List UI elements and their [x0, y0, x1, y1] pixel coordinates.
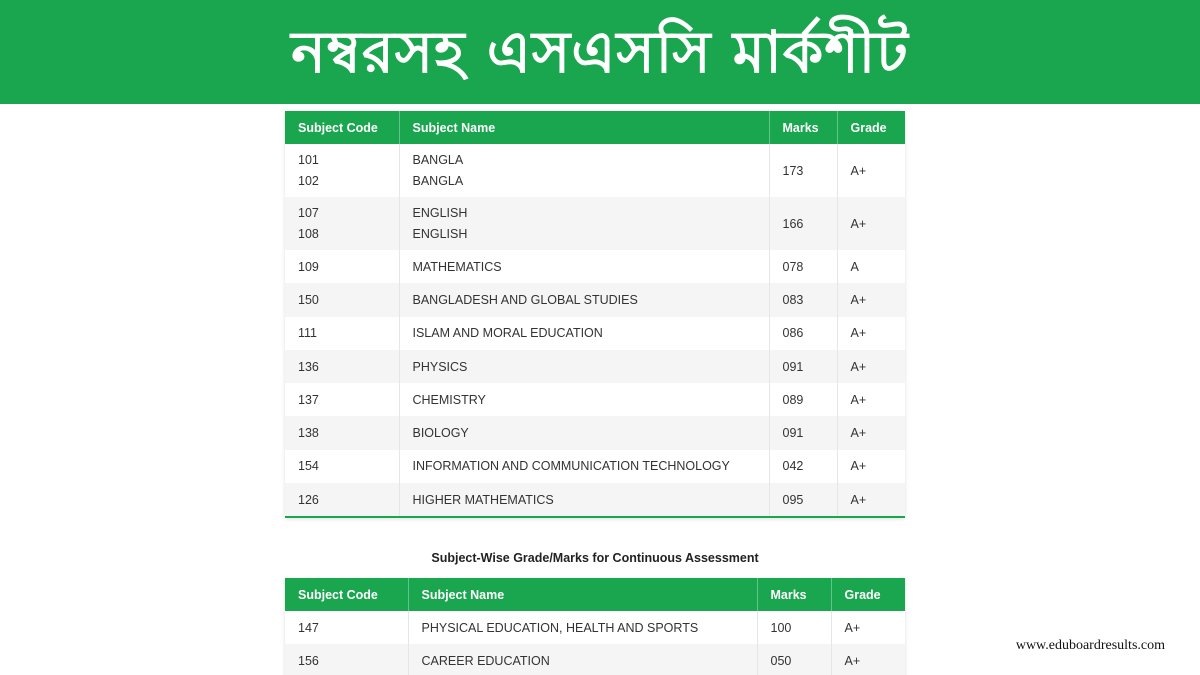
continuous-assessment-table	[285, 578, 905, 675]
subject-code-cell	[285, 197, 399, 250]
subject-name: ENGLISH	[412, 206, 468, 220]
page-title: নম্বরসহ এসএসসি মার্কশীট	[291, 18, 909, 86]
grade-cell: A+	[837, 483, 905, 516]
subject-code-cell: 156	[285, 644, 408, 675]
marks-cell: 083	[769, 283, 837, 316]
table-row	[285, 283, 905, 316]
subject-name: BANGLA	[412, 174, 464, 188]
subject-code-cell: 109	[285, 250, 399, 283]
subject-code-cell: 111	[285, 317, 399, 350]
table-row	[285, 144, 905, 197]
subject-code-cell: 126	[285, 483, 399, 516]
subject-name-cell: BANGLADESH AND GLOBAL STUDIES	[399, 283, 769, 316]
table-row	[285, 450, 905, 483]
grade-cell: A+	[837, 283, 905, 316]
header-grade: Grade	[837, 111, 905, 144]
subject-name-cell	[399, 197, 769, 250]
subject-code: 107	[298, 206, 319, 220]
subject-code-cell	[285, 144, 399, 197]
continuous-assessment-table-container	[285, 578, 905, 675]
grade-cell: A+	[831, 644, 905, 675]
table-row	[285, 383, 905, 416]
marks-table	[285, 111, 905, 516]
grade-cell: A+	[837, 144, 905, 197]
subject-code-cell: 138	[285, 416, 399, 449]
grade-cell: A+	[837, 350, 905, 383]
table-row	[285, 350, 905, 383]
subject-name-cell: BIOLOGY	[399, 416, 769, 449]
marks-cell: 050	[757, 644, 831, 675]
subject-name-cell: HIGHER MATHEMATICS	[399, 483, 769, 516]
website-url: www.eduboardresults.com	[1015, 638, 1165, 653]
subject-name: ENGLISH	[412, 227, 468, 241]
grade-cell: A+	[837, 197, 905, 250]
marks-cell: 091	[769, 350, 837, 383]
subject-code-cell: 137	[285, 383, 399, 416]
title-banner	[0, 0, 1200, 104]
subject-name-cell: CAREER EDUCATION	[408, 644, 757, 675]
marks-cell: 078	[769, 250, 837, 283]
table-row	[285, 317, 905, 350]
grade-cell: A+	[837, 416, 905, 449]
subject-code-cell: 136	[285, 350, 399, 383]
marks-cell: 091	[769, 416, 837, 449]
header-marks: Marks	[769, 111, 837, 144]
header-subject-code: Subject Code	[285, 111, 399, 144]
marks-cell: 166	[769, 197, 837, 250]
table-row	[285, 483, 905, 516]
table-header-row	[285, 578, 905, 611]
table-row	[285, 611, 905, 644]
table-row	[285, 250, 905, 283]
grade-cell: A+	[831, 611, 905, 644]
table-row	[285, 197, 905, 250]
table-row	[285, 416, 905, 449]
subject-code: 102	[298, 174, 319, 188]
subject-name-cell: ISLAM AND MORAL EDUCATION	[399, 317, 769, 350]
subject-name-cell: PHYSICAL EDUCATION, HEALTH AND SPORTS	[408, 611, 757, 644]
continuous-assessment-title: Subject-Wise Grade/Marks for Continuous Assessment	[431, 551, 759, 565]
subject-name-cell: PHYSICS	[399, 350, 769, 383]
subject-code: 108	[298, 227, 319, 241]
header-subject-name: Subject Name	[399, 111, 769, 144]
marks-cell: 086	[769, 317, 837, 350]
header-marks: Marks	[757, 578, 831, 611]
grade-cell: A+	[837, 383, 905, 416]
marks-cell: 042	[769, 450, 837, 483]
header-grade: Grade	[831, 578, 905, 611]
subject-code-cell: 147	[285, 611, 408, 644]
marks-cell: 100	[757, 611, 831, 644]
table-row	[285, 644, 905, 675]
subject-name-cell: INFORMATION AND COMMUNICATION TECHNOLOGY	[399, 450, 769, 483]
subject-name-cell: CHEMISTRY	[399, 383, 769, 416]
marks-cell: 089	[769, 383, 837, 416]
subject-name: BANGLA	[412, 153, 464, 167]
header-subject-name: Subject Name	[408, 578, 757, 611]
marks-table-container	[285, 111, 905, 518]
grade-cell: A+	[837, 317, 905, 350]
subject-code-cell: 150	[285, 283, 399, 316]
marks-cell: 095	[769, 483, 837, 516]
table-header-row	[285, 111, 905, 144]
subject-name-cell	[399, 144, 769, 197]
subject-name-cell: MATHEMATICS	[399, 250, 769, 283]
marks-cell: 173	[769, 144, 837, 197]
subject-code-cell: 154	[285, 450, 399, 483]
grade-cell: A+	[837, 450, 905, 483]
subject-code: 101	[298, 153, 319, 167]
header-subject-code: Subject Code	[285, 578, 408, 611]
grade-cell: A	[837, 250, 905, 283]
